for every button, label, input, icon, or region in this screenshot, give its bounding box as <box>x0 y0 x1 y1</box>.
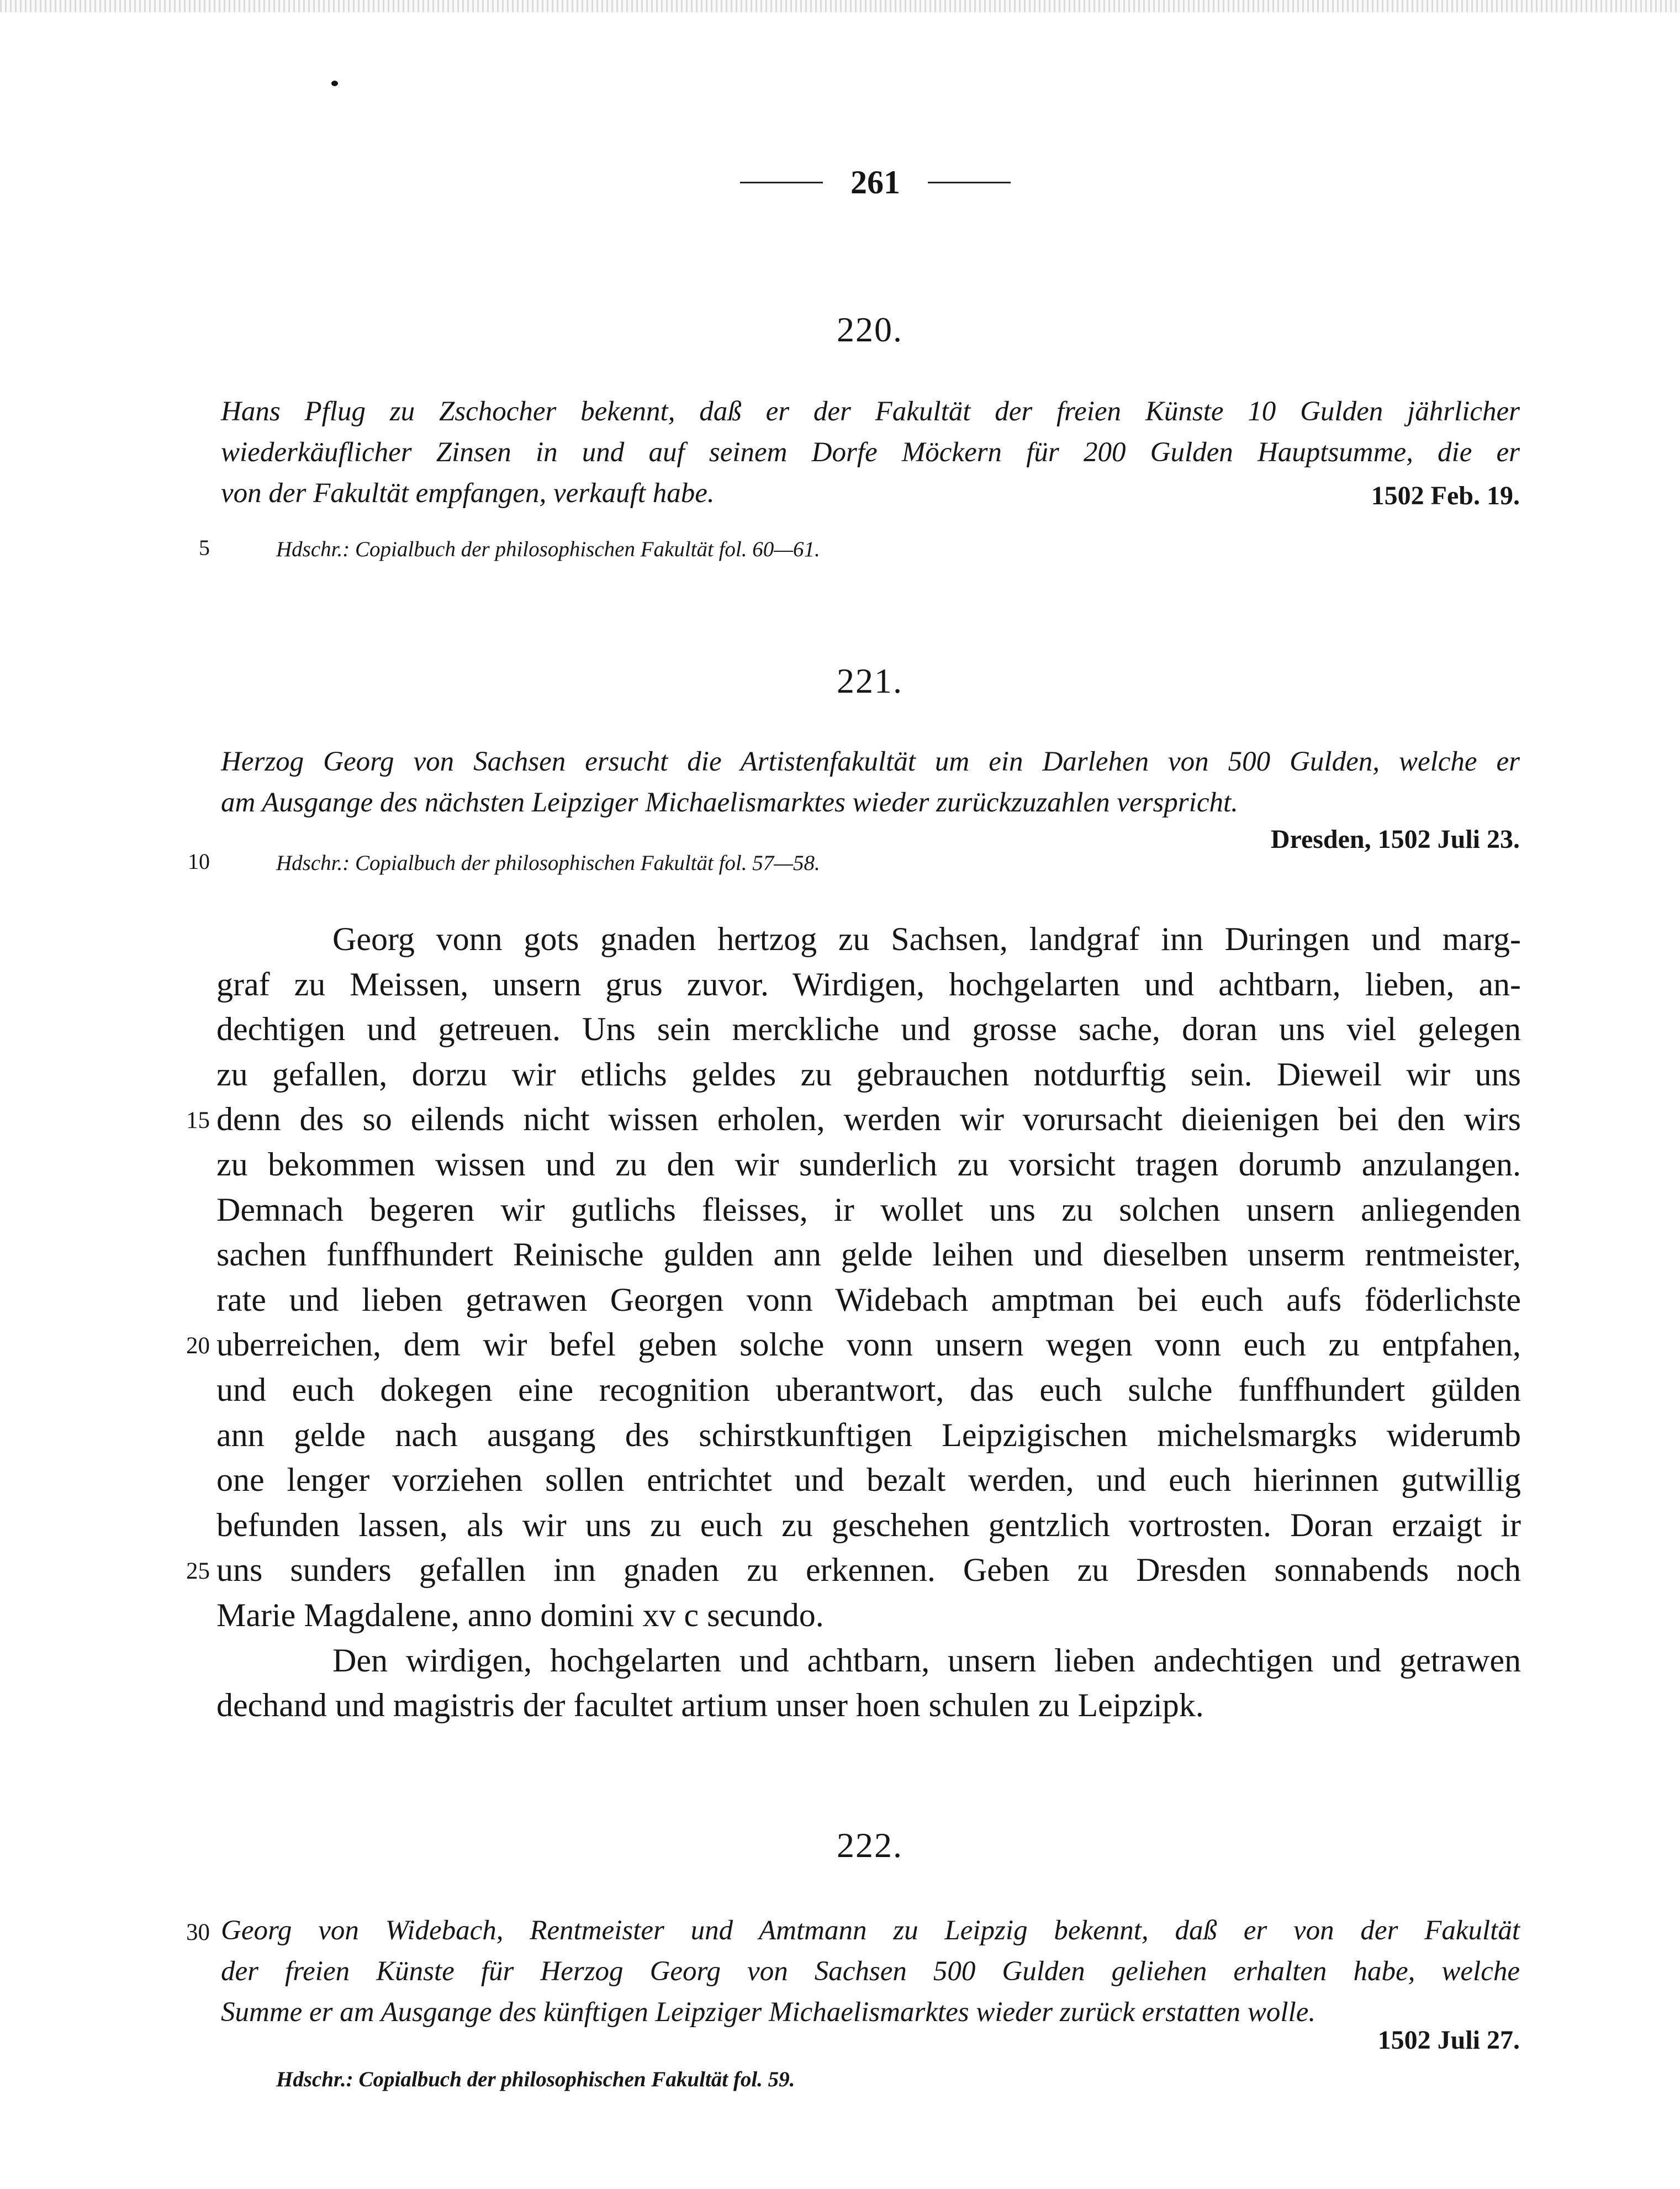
text-line: dechtigen und getreuen. Uns sein merckliche und grosse sache, doran uns viel gelegen <box>216 1011 1521 1048</box>
regest-line: Hans Pflug zu Zschocher bekennt, daß er der Fakultät der freien Künste 10 Gulden jährlicher <box>221 396 1520 427</box>
regest-line: Summe er am Ausgange des künftigen Leipziger Michaelismarktes wieder zurück erstatten wolle. <box>221 1997 1316 2028</box>
regest-221 <box>221 741 1520 823</box>
page-header <box>718 160 1033 204</box>
text-line: Georg vonn gots gnaden hertzog zu Sachsen, landgraf inn Duringen und marg- <box>332 921 1521 957</box>
text-line: uberreichen, dem wir befel geben solche vonn unsern wegen vonn euch zu entpfahen, <box>216 1326 1521 1363</box>
entry-number-221: 221. <box>837 661 903 700</box>
regest-line: der freien Künste für Herzog Georg von Sachsen 500 Gulden geliehen erhalten habe, welche <box>221 1956 1520 1987</box>
text-line: Demnach begeren wir gutlichs fleisses, ir wollet uns zu solchen unsern anliegenden <box>216 1191 1521 1228</box>
regest-line: wiederkäuflicher Zinsen in und auf seinem Dorfe Möckern für 200 Gulden Hauptsumme, die er <box>221 437 1520 468</box>
page-number: 261 <box>850 163 900 201</box>
source-222: Hdschr.: Copialbuch der philosophischen Fakultät fol. 59. <box>276 2067 795 2091</box>
header-rule-right <box>928 182 1011 183</box>
line-number-10: 10 <box>188 849 210 874</box>
ink-speck <box>331 81 338 86</box>
date-221: Dresden, 1502 Juli 23. <box>1270 825 1520 854</box>
regest-line: Georg von Widebach, Rentmeister und Amtmann zu Leipzig bekennt, daß er von der Fakultät <box>221 1915 1520 1946</box>
line-number-30: 30 <box>186 1919 210 1945</box>
address-line: dechand und magistris der facultet artium unser hoen schulen zu Leipzipk. <box>216 1687 1204 1724</box>
line-number-15: 15 <box>186 1107 210 1133</box>
letter-text-221 <box>216 917 1521 1728</box>
regest-line: von der Fakultät empfangen, verkauft habe. <box>221 478 715 509</box>
source-221: Hdschr.: Copialbuch der philosophischen Fakultät fol. 57—58. <box>276 851 820 875</box>
text-line: befunden lassen, als wir uns zu euch zu geschehen gentzlich vortrosten. Doran erzaigt ir <box>216 1506 1521 1543</box>
source-220: Hdschr.: Copialbuch der philosophischen Fakultät fol. 60—61. <box>276 537 820 561</box>
scan-edge-noise <box>0 0 1680 12</box>
entry-number-222: 222. <box>837 1826 903 1865</box>
text-line: zu gefallen, dorzu wir etlichs geldes zu gebrauchen notdurftig sein. Dieweil wir uns <box>216 1056 1521 1093</box>
text-line: Marie Magdalene, anno domini xv c secundo. <box>216 1596 824 1633</box>
text-line: denn des so eilends nicht wissen erholen, werden wir vorursacht dieienigen bei den wirs <box>216 1101 1521 1138</box>
line-number-20: 20 <box>186 1333 210 1359</box>
text-line: one lenger vorziehen sollen entrichtet und bezalt werden, und euch hierinnen gutwillig <box>216 1462 1521 1499</box>
header-rule-left <box>740 182 823 183</box>
text-line: rate und lieben getrawen Georgen vonn Widebach amptman bei euch aufs föderlichste <box>216 1281 1521 1318</box>
regest-line: am Ausgange des nächsten Leipziger Michaelismarktes wieder zurückzuzahlen verspricht. <box>221 787 1238 818</box>
regest-line: Herzog Georg von Sachsen ersucht die Artistenfakultät um ein Darlehen von 500 Gulden, welche er <box>221 746 1520 777</box>
line-number-25: 25 <box>186 1558 210 1584</box>
line-number-5: 5 <box>199 535 210 560</box>
address-line: Den wirdigen, hochgelarten und achtbarn, unsern lieben andechtigen und getrawen <box>332 1642 1521 1679</box>
date-220: 1502 Feb. 19. <box>1371 481 1520 510</box>
text-line: uns sunders gefallen inn gnaden zu erkennen. Geben zu Dresden sonnabends noch <box>216 1552 1521 1589</box>
text-line: sachen funffhundert Reinische gulden ann gelde leihen und dieselben unserm rentmeister, <box>216 1236 1521 1273</box>
text-line: und euch dokegen eine recognition uberantwort, das euch sulche funffhundert gülden <box>216 1371 1521 1408</box>
text-line: graf zu Meissen, unsern grus zuvor. Wirdigen, hochgelarten und achtbarn, lieben, an- <box>216 966 1521 1003</box>
date-222: 1502 Juli 27. <box>1377 2026 1520 2055</box>
regest-220 <box>221 391 1520 514</box>
regest-222 <box>221 1910 1520 2033</box>
text-line: ann gelde nach ausgang des schirstkunftigen Leipzigischen michelsmargks widerumb <box>216 1416 1521 1453</box>
text-line: zu bekommen wissen und zu den wir sunderlich zu vorsicht tragen dorumb anzulangen. <box>216 1146 1521 1183</box>
entry-number-220: 220. <box>837 310 903 349</box>
